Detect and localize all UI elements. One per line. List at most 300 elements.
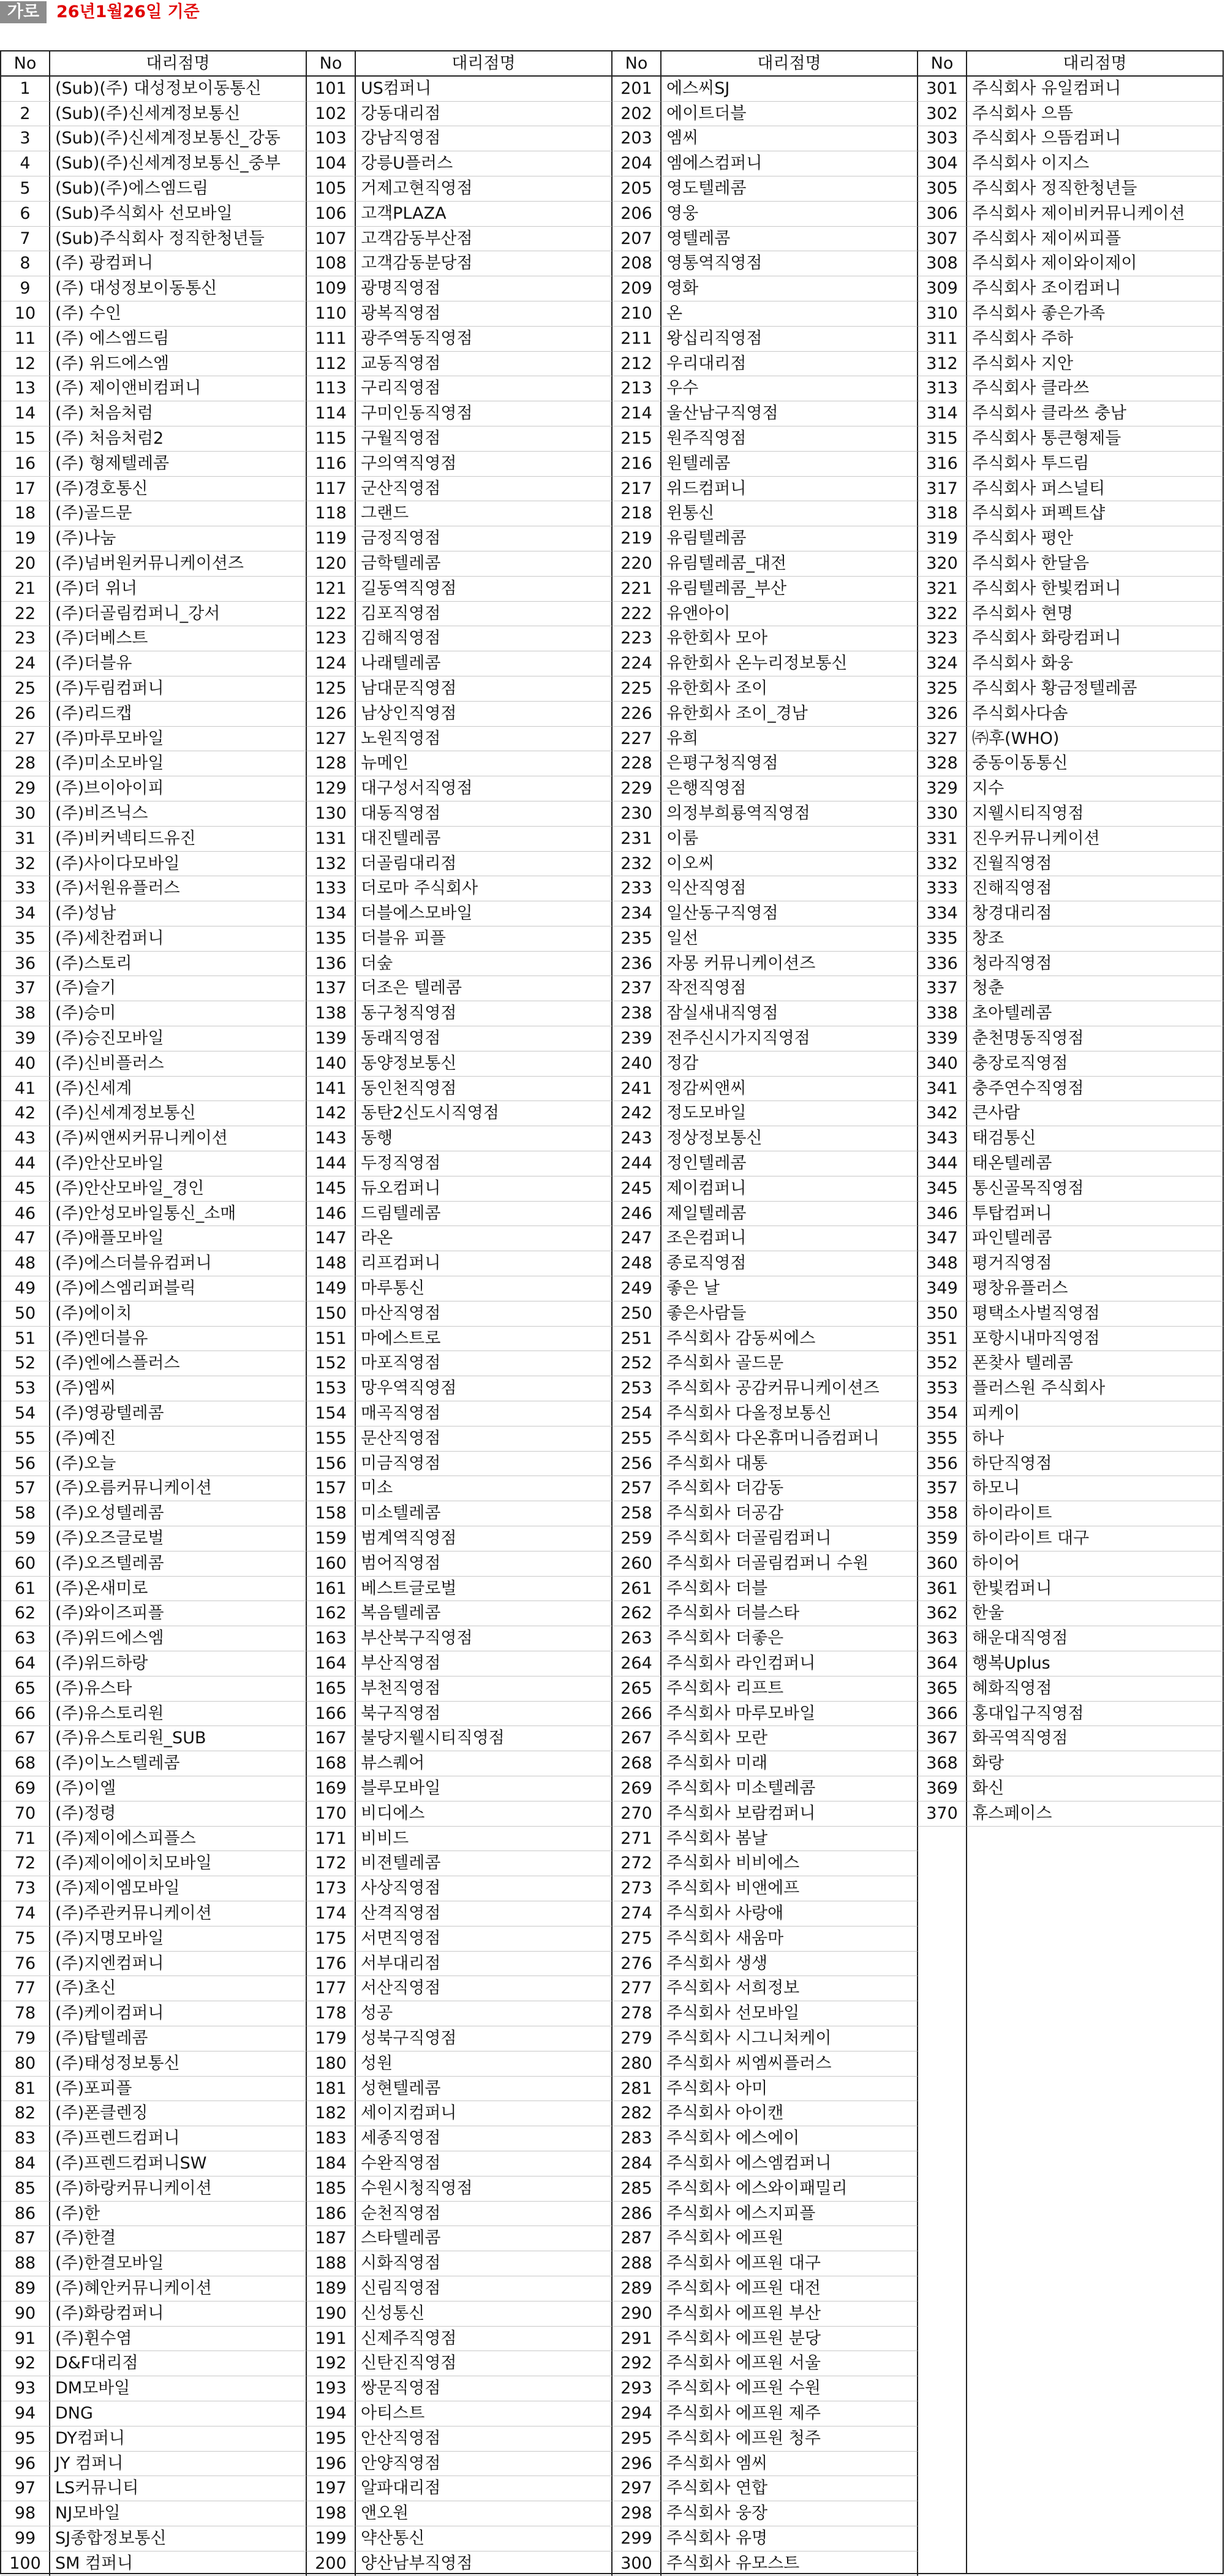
table-row — [918, 901, 1224, 926]
row-number: 271 — [612, 1827, 662, 1852]
row-number: 74 — [1, 1901, 50, 1926]
dealer-name: (주)한결모바일 — [50, 2251, 307, 2276]
dealer-name: 마에스트로 — [356, 1327, 612, 1352]
dealer-name: 주식회사 퍼펙트샵 — [967, 501, 1224, 526]
dealer-name: 문산직영점 — [356, 1426, 612, 1452]
dealer-name: 지웰시티직영점 — [967, 801, 1224, 827]
dealer-name: 부천직영점 — [356, 1676, 612, 1702]
row-number: 97 — [1, 2476, 50, 2501]
dealer-name: (주) 처음처럼2 — [50, 426, 307, 452]
table-row — [307, 776, 612, 801]
dealer-name: 성공 — [356, 2001, 612, 2026]
table-row — [307, 202, 612, 227]
row-number: 170 — [307, 1801, 356, 1827]
row-number: 4 — [1, 151, 50, 176]
row-number: 149 — [307, 1276, 356, 1301]
table-row — [307, 251, 612, 276]
table-row — [918, 126, 1224, 151]
table-row — [1, 2401, 307, 2426]
dealer-name: 시화직영점 — [356, 2251, 612, 2276]
table-row — [307, 2276, 612, 2301]
dealer-name: 플러스원 주식회사 — [967, 1376, 1224, 1401]
dealer-name: 주식회사 더공감 — [662, 1501, 918, 1526]
table-row — [918, 227, 1224, 252]
dealer-name: (주)탑텔레콤 — [50, 2026, 307, 2051]
row-number: 233 — [612, 876, 662, 901]
table-row — [918, 1551, 1224, 1577]
dealer-name: 마포직영점 — [356, 1351, 612, 1376]
dealer-name: 좋은 날 — [662, 1276, 918, 1301]
dealer-name: 한빛컴퍼니 — [967, 1577, 1224, 1602]
dealer-name: 파인텔레콤 — [967, 1226, 1224, 1251]
row-number: 113 — [307, 376, 356, 401]
table-row — [307, 1276, 612, 1301]
dealer-name: 더블유 피플 — [356, 926, 612, 952]
row-number: 25 — [1, 676, 50, 702]
row-number: 33 — [1, 876, 50, 901]
dealer-name: 남대문직영점 — [356, 676, 612, 702]
table-row — [307, 551, 612, 577]
table-row — [918, 1176, 1224, 1202]
table-row — [1, 2501, 307, 2526]
row-number: 109 — [307, 276, 356, 301]
dealer-name: (주)신비플러스 — [50, 1051, 307, 1077]
dealer-name: 범어직영점 — [356, 1551, 612, 1577]
row-number: 294 — [612, 2401, 662, 2426]
row-number: 1 — [1, 77, 50, 102]
table-row — [612, 2126, 918, 2151]
row-number: 327 — [918, 727, 967, 752]
dealer-name: 포항시내마직영점 — [967, 1327, 1224, 1352]
dealer-name: 주식회사 유명 — [662, 2526, 918, 2551]
row-number: 14 — [1, 401, 50, 426]
table-row — [1, 2001, 307, 2026]
dealer-name: 주식회사 마루모바일 — [662, 1702, 918, 1727]
row-number: 185 — [307, 2176, 356, 2202]
dealer-name: (주) 제이앤비컴퍼니 — [50, 376, 307, 401]
row-number: 354 — [918, 1401, 967, 1426]
table-row — [307, 1376, 612, 1401]
table-row — [612, 1126, 918, 1151]
table-row — [918, 327, 1224, 352]
table-row — [918, 276, 1224, 301]
reference-date: 26년1월26일 기준 — [56, 2, 200, 21]
row-number: 257 — [612, 1476, 662, 1501]
dealer-name: 하이어 — [967, 1551, 1224, 1577]
dealer-name: (주)프렌드컴퍼니SW — [50, 2151, 307, 2176]
row-number: 351 — [918, 1327, 967, 1352]
dealer-name: 주식회사 제이비커뮤니케이션 — [967, 202, 1224, 227]
dealer-name: 뉴메인 — [356, 751, 612, 776]
dealer-name: (주)정령 — [50, 1801, 307, 1827]
table-row — [307, 702, 612, 727]
dealer-name: 온 — [662, 301, 918, 327]
row-number: 91 — [1, 2327, 50, 2352]
row-number: 274 — [612, 1901, 662, 1926]
dealer-name: 초아텔레콤 — [967, 1001, 1224, 1026]
dealer-name: 자몽 커뮤니케이션즈 — [662, 952, 918, 977]
table-row — [1, 1151, 307, 1176]
table-row — [1, 151, 307, 176]
table-row — [918, 1452, 1224, 1477]
dealer-name: (주)제이엠모바일 — [50, 1876, 307, 1901]
table-row — [1, 2026, 307, 2051]
dealer-name: 주식회사 으뜸컴퍼니 — [967, 126, 1224, 151]
row-number: 264 — [612, 1651, 662, 1676]
row-number: 130 — [307, 801, 356, 827]
row-number: 341 — [918, 1077, 967, 1102]
dealer-name: 주식회사 에스에이 — [662, 2126, 918, 2151]
table-row — [1, 1001, 307, 1026]
dealer-name: 화랑 — [967, 1751, 1224, 1776]
header-dealer-name: 대리점명 — [50, 51, 307, 77]
table-row — [918, 1702, 1224, 1727]
dealer-name: 주식회사 시그니처케이 — [662, 2026, 918, 2051]
table-row — [612, 102, 918, 127]
dealer-name: 유림텔레콤_부산 — [662, 577, 918, 602]
row-number: 238 — [612, 1001, 662, 1026]
table-row — [612, 251, 918, 276]
table-row — [307, 1051, 612, 1077]
table-row — [612, 1151, 918, 1176]
dealer-name: 구미인동직영점 — [356, 401, 612, 426]
table-row — [612, 1276, 918, 1301]
row-number: 166 — [307, 1702, 356, 1727]
row-number: 365 — [918, 1676, 967, 1702]
row-number: 137 — [307, 976, 356, 1001]
table-row — [612, 1577, 918, 1602]
table-row — [612, 327, 918, 352]
dealer-name: 창경대리점 — [967, 901, 1224, 926]
row-number: 360 — [918, 1551, 967, 1577]
dealer-name: (주)스토리 — [50, 952, 307, 977]
row-number: 313 — [918, 376, 967, 401]
dealer-name: 통신골목직영점 — [967, 1176, 1224, 1202]
dealer-name: 주식회사 통큰형제들 — [967, 426, 1224, 452]
table-row — [918, 1626, 1224, 1651]
table-row — [1, 2077, 307, 2102]
table-column-group — [918, 51, 1224, 2574]
table-row — [1, 2051, 307, 2077]
row-number: 337 — [918, 976, 967, 1001]
row-number: 186 — [307, 2202, 356, 2227]
row-number: 24 — [1, 651, 50, 676]
dealer-name: 의정부희룡역직영점 — [662, 801, 918, 827]
dealer-name: 북구직영점 — [356, 1702, 612, 1727]
dealer-name: 홍대입구직영점 — [967, 1702, 1224, 1727]
table-row — [918, 376, 1224, 401]
row-number: 146 — [307, 1202, 356, 1227]
dealer-name: (주)오름커뮤니케이션 — [50, 1476, 307, 1501]
row-number: 230 — [612, 801, 662, 827]
dealer-name: 군산직영점 — [356, 477, 612, 502]
table-row — [1, 1251, 307, 1276]
dealer-name: 주식회사 생생 — [662, 1952, 918, 1977]
table-row — [612, 1726, 918, 1751]
row-number: 181 — [307, 2077, 356, 2102]
row-number: 209 — [612, 276, 662, 301]
dealer-name: (Sub)주식회사 정직한청년들 — [50, 227, 307, 252]
dealer-name: 주식회사 다올정보통신 — [662, 1401, 918, 1426]
dealer-name: (주)서원유플러스 — [50, 876, 307, 901]
table-row — [1, 1301, 307, 1327]
dealer-name: (주)이엘 — [50, 1776, 307, 1801]
table-row — [612, 1376, 918, 1401]
row-number: 265 — [612, 1676, 662, 1702]
table-row — [612, 2452, 918, 2477]
table-row — [1, 1801, 307, 1827]
dealer-name: (주)신세계 — [50, 1077, 307, 1102]
table-row — [307, 1726, 612, 1751]
table-row — [1, 1202, 307, 1227]
dealer-name: 서산직영점 — [356, 1976, 612, 2001]
row-number: 328 — [918, 751, 967, 776]
table-row — [1, 651, 307, 676]
dealer-name: 주식회사 비앤에프 — [662, 1876, 918, 1901]
table-row — [307, 876, 612, 901]
dealer-name: (주)비즈닉스 — [50, 801, 307, 827]
table-row — [1, 2301, 307, 2327]
row-number: 345 — [918, 1176, 967, 1202]
row-number: 336 — [918, 952, 967, 977]
dealer-name: 세이지컴퍼니 — [356, 2101, 612, 2126]
table-row — [612, 551, 918, 577]
dealer-name: 주식회사 새움마 — [662, 1926, 918, 1952]
table-row — [1, 2202, 307, 2227]
table-row — [307, 1626, 612, 1651]
table-row — [918, 1226, 1224, 1251]
row-number: 252 — [612, 1351, 662, 1376]
row-number: 306 — [918, 202, 967, 227]
row-number: 283 — [612, 2126, 662, 2151]
row-number: 318 — [918, 501, 967, 526]
row-number: 308 — [918, 251, 967, 276]
dealer-name: 고객감동분당점 — [356, 251, 612, 276]
table-row — [307, 651, 612, 676]
row-number: 319 — [918, 526, 967, 551]
table-row — [1, 452, 307, 477]
table-row — [307, 1401, 612, 1426]
dealer-name: 주식회사 제이씨피플 — [967, 227, 1224, 252]
dealer-name: 주식회사 에스지피플 — [662, 2202, 918, 2227]
row-number: 151 — [307, 1327, 356, 1352]
dealer-name: (주)나눔 — [50, 526, 307, 551]
dealer-name: (주)예진 — [50, 1426, 307, 1452]
table-row — [1, 577, 307, 602]
table-row — [612, 1501, 918, 1526]
row-number: 214 — [612, 401, 662, 426]
dealer-name: (주)엔에스플러스 — [50, 1351, 307, 1376]
table-row — [918, 102, 1224, 127]
header-no: No — [918, 51, 967, 77]
table-row — [307, 77, 612, 102]
row-number: 263 — [612, 1626, 662, 1651]
dealer-name: 주식회사 정직한청년들 — [967, 176, 1224, 202]
dealer-name: 전주신시가지직영점 — [662, 1026, 918, 1051]
table-row — [612, 2301, 918, 2327]
row-number: 156 — [307, 1452, 356, 1477]
row-number: 67 — [1, 1726, 50, 1751]
table-row — [307, 327, 612, 352]
table-row — [1, 1851, 307, 1876]
table-row — [307, 2452, 612, 2477]
row-number: 182 — [307, 2101, 356, 2126]
row-number: 335 — [918, 926, 967, 952]
table-row — [918, 176, 1224, 202]
table-row — [307, 1952, 612, 1977]
table-row — [307, 452, 612, 477]
row-number: 128 — [307, 751, 356, 776]
dealer-name: 스타텔레콤 — [356, 2226, 612, 2251]
table-row — [612, 1476, 918, 1501]
table-header-row — [612, 51, 918, 77]
dealer-name: 주식회사 에스엠컴퍼니 — [662, 2151, 918, 2176]
table-row — [1, 2176, 307, 2202]
row-number: 195 — [307, 2426, 356, 2452]
table-row — [918, 1251, 1224, 1276]
row-number: 205 — [612, 176, 662, 202]
dealer-name: 청라직영점 — [967, 952, 1224, 977]
dealer-name: 주식회사 유모스트 — [662, 2551, 918, 2576]
table-row — [612, 2426, 918, 2452]
dealer-name: 노원직영점 — [356, 727, 612, 752]
table-row — [1, 1051, 307, 1077]
table-row — [918, 702, 1224, 727]
dealer-name: 주식회사 퍼스널티 — [967, 477, 1224, 502]
dealer-name: DNG — [50, 2401, 307, 2426]
row-number: 53 — [1, 1376, 50, 1401]
dealer-name: 주식회사 연합 — [662, 2476, 918, 2501]
row-number: 370 — [918, 1801, 967, 1827]
row-number: 226 — [612, 702, 662, 727]
row-number: 34 — [1, 901, 50, 926]
table-row — [1, 2101, 307, 2126]
table-row — [612, 577, 918, 602]
table-row — [612, 1851, 918, 1876]
table-row — [307, 1501, 612, 1526]
dealer-name: (주)승미 — [50, 1001, 307, 1026]
row-number: 50 — [1, 1301, 50, 1327]
row-number: 42 — [1, 1101, 50, 1126]
dealer-name: 그랜드 — [356, 501, 612, 526]
table-row — [918, 452, 1224, 477]
row-number: 102 — [307, 102, 356, 127]
row-number: 160 — [307, 1551, 356, 1577]
table-row — [307, 352, 612, 377]
table-row — [307, 1551, 612, 1577]
dealer-name: 지수 — [967, 776, 1224, 801]
row-number: 86 — [1, 2202, 50, 2227]
table-row — [307, 477, 612, 502]
table-row — [612, 602, 918, 627]
table-row — [307, 526, 612, 551]
table-row — [612, 202, 918, 227]
table-row — [307, 2077, 612, 2102]
row-number: 114 — [307, 401, 356, 426]
table-row — [612, 352, 918, 377]
row-number: 179 — [307, 2026, 356, 2051]
row-number: 262 — [612, 1601, 662, 1626]
dealer-name: 리프컴퍼니 — [356, 1251, 612, 1276]
dealer-name: (주)에스엠리퍼블릭 — [50, 1276, 307, 1301]
row-number: 175 — [307, 1926, 356, 1952]
table-row — [612, 2251, 918, 2276]
table-row — [918, 1601, 1224, 1626]
dealer-name: (Sub)주식회사 선모바일 — [50, 202, 307, 227]
table-row — [918, 251, 1224, 276]
dealer-name: (주)에스더블유컴퍼니 — [50, 1251, 307, 1276]
table-row — [612, 1251, 918, 1276]
table-row — [612, 827, 918, 852]
table-row — [918, 727, 1224, 752]
dealer-name: 신탄진직영점 — [356, 2351, 612, 2376]
table-row — [918, 1577, 1224, 1602]
row-number: 159 — [307, 1526, 356, 1551]
dealer-name: (주)신세계정보통신 — [50, 1101, 307, 1126]
dealer-name: 하이라이트 대구 — [967, 1526, 1224, 1551]
dealer-name: SJ종합정보통신 — [50, 2526, 307, 2551]
row-number: 90 — [1, 2301, 50, 2327]
dealer-name: 대동직영점 — [356, 801, 612, 827]
row-number: 317 — [918, 477, 967, 502]
dealer-name: 충장로직영점 — [967, 1051, 1224, 1077]
row-number: 30 — [1, 801, 50, 827]
table-row — [612, 852, 918, 877]
table-row — [1, 301, 307, 327]
table-row — [612, 1026, 918, 1051]
table-row — [612, 2151, 918, 2176]
table-row — [307, 501, 612, 526]
dealer-name: (주)골드문 — [50, 501, 307, 526]
dealer-name: 비젼텔레콤 — [356, 1851, 612, 1876]
dealer-name: 양산남부직영점 — [356, 2551, 612, 2576]
row-number: 344 — [918, 1151, 967, 1176]
table-row — [1, 352, 307, 377]
table-row — [307, 676, 612, 702]
row-number: 211 — [612, 327, 662, 352]
row-number: 207 — [612, 227, 662, 252]
row-number: 301 — [918, 77, 967, 102]
table-row — [612, 1801, 918, 1827]
table-row — [1, 1827, 307, 1852]
table-row — [307, 1526, 612, 1551]
dealer-name: 망우역직영점 — [356, 1376, 612, 1401]
row-number: 275 — [612, 1926, 662, 1952]
dealer-name: 진우커뮤니케이션 — [967, 827, 1224, 852]
dealer-name: 서면직영점 — [356, 1926, 612, 1952]
table-row — [612, 1702, 918, 1727]
row-number: 60 — [1, 1551, 50, 1577]
dealer-name: 주식회사 공감커뮤니케이션즈 — [662, 1376, 918, 1401]
table-row — [307, 376, 612, 401]
table-row — [307, 901, 612, 926]
row-number: 237 — [612, 976, 662, 1001]
table-row — [918, 577, 1224, 602]
row-number: 136 — [307, 952, 356, 977]
row-number: 124 — [307, 651, 356, 676]
row-number: 66 — [1, 1702, 50, 1727]
table-row — [1, 2376, 307, 2401]
table-row — [307, 276, 612, 301]
row-number: 106 — [307, 202, 356, 227]
row-number: 81 — [1, 2077, 50, 2102]
dealer-name: 주식회사 에프원 부산 — [662, 2301, 918, 2327]
row-number: 96 — [1, 2452, 50, 2477]
row-number: 288 — [612, 2251, 662, 2276]
dealer-name: 비비드 — [356, 1827, 612, 1852]
row-number: 223 — [612, 626, 662, 651]
row-number: 28 — [1, 751, 50, 776]
